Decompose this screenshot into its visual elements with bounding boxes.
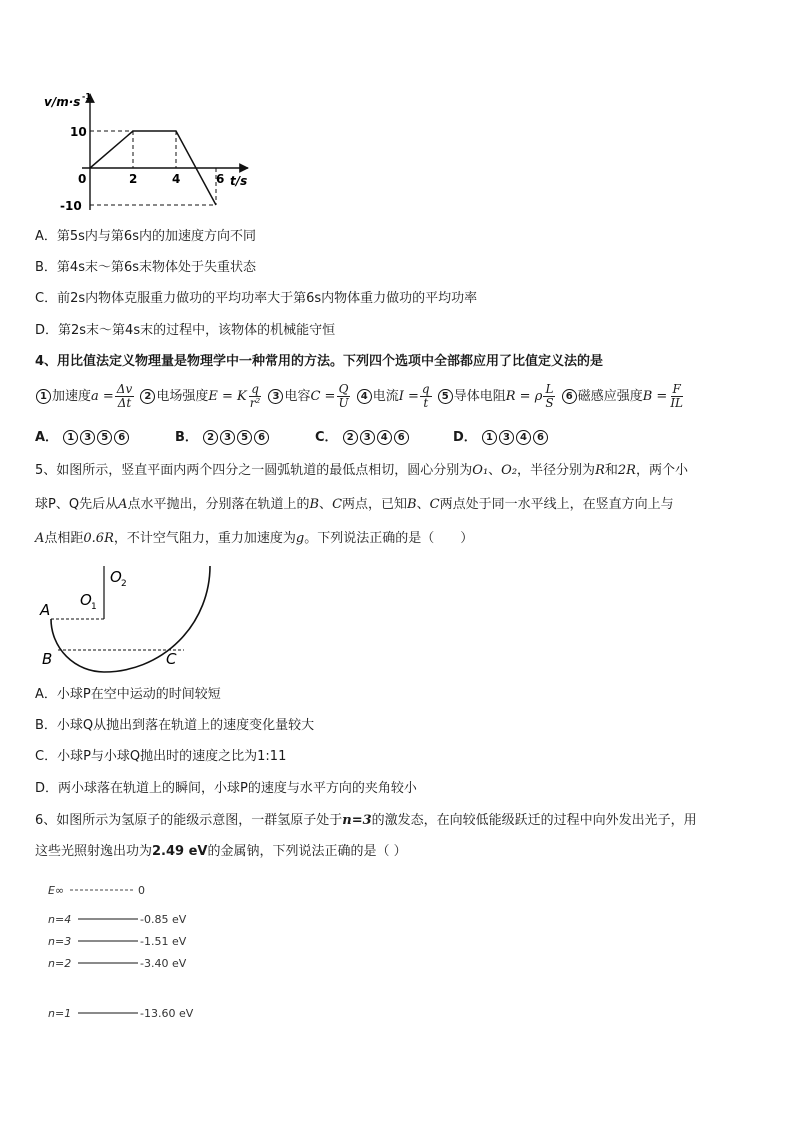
label-c: C <box>166 650 177 668</box>
q3-option-b[interactable]: B．第4s末～第6s末物体处于失重状态 <box>35 260 257 275</box>
q5-option-a[interactable]: A．小球P在空中运动的时间较短 <box>35 687 221 702</box>
q4-option-b[interactable]: B． 2 3 5 6 <box>175 426 270 445</box>
level-value-2: -3.40 eV <box>140 957 187 970</box>
level-label-inf: E∞ <box>48 884 65 897</box>
q4-option-c[interactable]: C． 2 3 4 6 <box>315 426 410 445</box>
q3-option-d[interactable]: D．第2s末～第4s末的过程中，该物体的机械能守恒 <box>35 323 336 338</box>
q6-stem-line2: 这些光照射逸出功为2.49 eV的金属钠，下列说法正确的是（ ） <box>35 844 407 859</box>
level-label-3: n=3 <box>48 935 72 948</box>
level-label-1: n=1 <box>48 1007 72 1020</box>
tick-label-neg10: -10 <box>60 199 82 213</box>
label-o1: O <box>80 591 92 609</box>
svg-text:-1: -1 <box>82 92 91 101</box>
q4-option-a[interactable]: A． 1 3 5 6 <box>35 426 130 445</box>
energy-level-diagram <box>40 878 210 1028</box>
level-label-4: n=4 <box>48 913 72 926</box>
level-value-4: -0.85 eV <box>140 913 187 926</box>
tick-label-0: 0 <box>78 172 87 186</box>
q4-formula-list: 1 加速度a = $\frac{\Delta v}{\Delta t}$ 2 电场强度E = K $\frac{q}{\text{r²}}$ 3 电容C = $\frac{Q}{U}$ 4 电流I = $\frac{q}{t}$ 5 导体电阻R = ρ $\frac{L}{S}$ 6 磁感应强度B = $\frac{F}{IL}$ <box>35 382 686 412</box>
level-value-inf: 0 <box>138 884 145 897</box>
level-value-3: -1.51 eV <box>140 935 187 948</box>
q5-option-c[interactable]: C．小球P与小球Q抛出时的速度之比为1:11 <box>35 749 287 764</box>
tick-label-6: 6 <box>216 172 225 186</box>
q5-option-d[interactable]: D．两小球落在轨道上的瞬间，小球P的速度与水平方向的夹角较小 <box>35 781 417 796</box>
q5-option-b[interactable]: B．小球Q从抛出到落在轨道上的速度变化量较大 <box>35 718 315 733</box>
q3-option-a[interactable]: A．第5s内与第6s内的加速度方向不同 <box>35 229 256 244</box>
tick-label-4: 4 <box>172 172 181 186</box>
arc-track-diagram <box>36 560 216 675</box>
label-a: A <box>40 601 51 619</box>
svg-text:2: 2 <box>121 579 127 589</box>
q6-stem-line1: 6、如图所示为氢原子的能级示意图，一群氢原子处于n=3的激发态，在向较低能级跃迁的过程中向外发出光子，用 <box>35 813 697 828</box>
q4-option-d[interactable]: D． 1 3 4 6 <box>453 426 549 445</box>
velocity-time-graph <box>30 88 260 218</box>
q5-stem-line2: 球P、Q先后从A点水平抛出，分别落在轨道上的B、C两点，已知B、C两点处于同一水平线上，在竖直方向上与 <box>35 497 674 512</box>
q5-stem-line3: A点相距0.6R，不计空气阻力，重力加速度为g。下列说法正确的是（ ） <box>35 531 474 546</box>
y-axis-label: v/m·s <box>44 95 81 109</box>
tick-label-10: 10 <box>70 125 87 139</box>
q3-option-c[interactable]: C．前2s内物体克服重力做功的平均功率大于第6s内物体重力做功的平均功率 <box>35 291 478 306</box>
label-b: B <box>42 650 53 668</box>
tick-label-2: 2 <box>129 172 138 186</box>
level-value-1: -13.60 eV <box>140 1007 194 1020</box>
label-o2: O <box>110 568 122 586</box>
x-axis-label: t/s <box>230 174 248 188</box>
q5-stem-line1: 5、如图所示，竖直平面内两个四分之一圆弧轨道的最低点相切，圆心分别为O₁、O₂，半径分别为R和2R，两个小 <box>35 463 688 478</box>
q4-stem: 4、用比值法定义物理量是物理学中一种常用的方法。下列四个选项中全部都应用了比值定义法的是 <box>35 354 604 369</box>
level-label-2: n=2 <box>48 957 72 970</box>
svg-text:1: 1 <box>91 602 97 612</box>
